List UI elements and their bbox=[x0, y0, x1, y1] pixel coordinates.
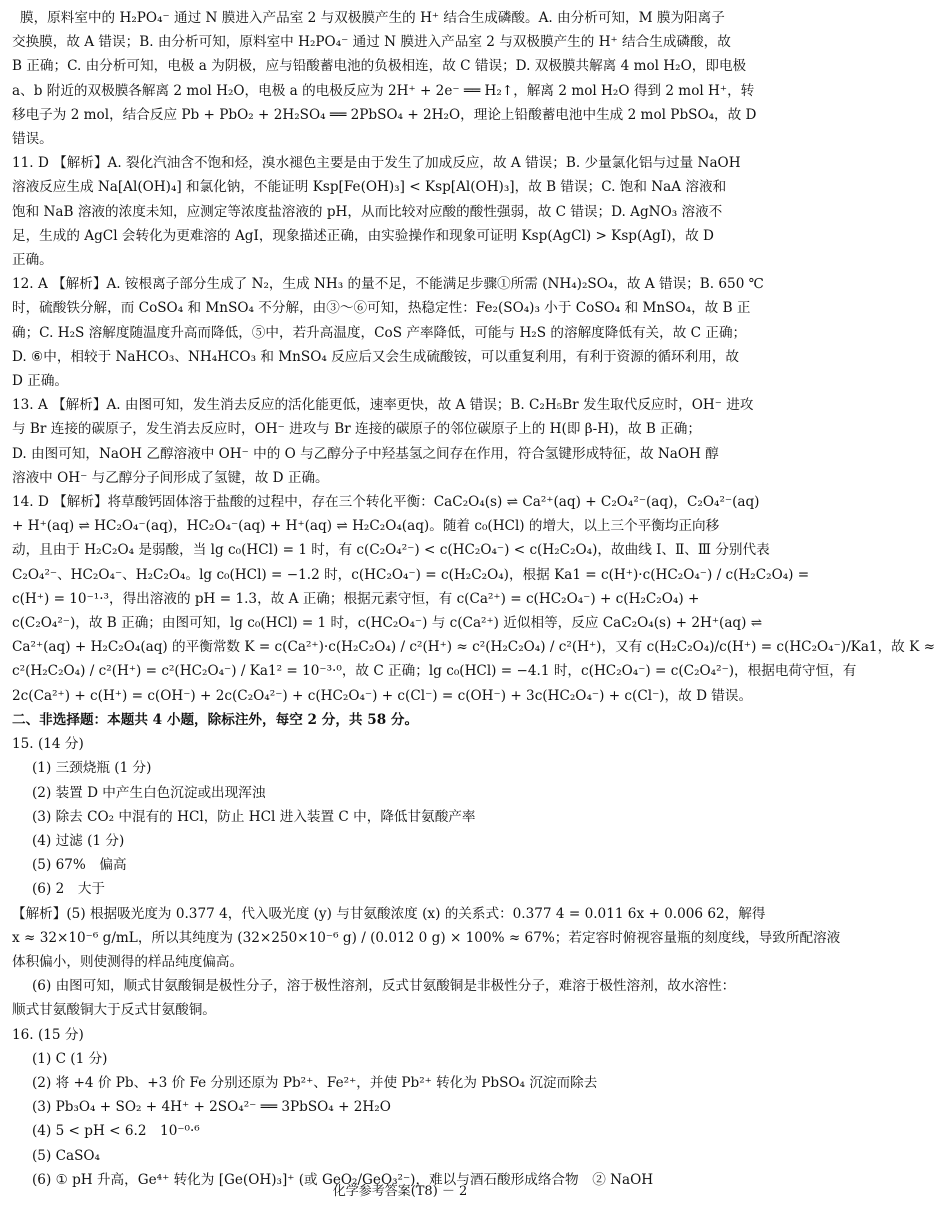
text-line: 足，生成的 AgCl 会转化为更难溶的 AgI，现象描述正确，由实验操作和现象可证明 Ksp(AgCl) > Ksp(AgI)，故 D bbox=[12, 227, 714, 244]
text-line: (6) 由图可知，顺式甘氨酸铜是极性分子，溶于极性溶剂，反式甘氨酸铜是非极性分子，难溶于极性溶剂，故水溶性： bbox=[32, 978, 736, 995]
answer-item: (1) 三颈烧瓶 (1 分) bbox=[32, 760, 152, 777]
answer-item: (2) 装置 D 中产生白色沉淀或出现浑浊 bbox=[32, 784, 266, 801]
text-line: 正确。 bbox=[12, 252, 53, 269]
answer-item: (5) CaSO₄ bbox=[32, 1147, 100, 1164]
question-15: 15. (14 分) bbox=[12, 736, 84, 753]
question-11: 11. D 【解析】A. 裂化汽油含不饱和烃，溴水褪色主要是由于发生了加成反应，故 A 错误；B. 少量氯化铝与过量 NaOH bbox=[12, 155, 741, 172]
text-line: 错误。 bbox=[12, 131, 53, 148]
text-line: 时，硫酸铁分解，而 CoSO₄ 和 MnSO₄ 不分解，由③～⑥可知，热稳定性：Fe₂(SO₄)₃ 小于 CoSO₄ 和 MnSO₄，故 B 正 bbox=[12, 300, 751, 317]
text-line: 与 Br 连接的碳原子，发生消去反应时，OH⁻ 进攻与 Br 连接的碳原子的邻位碳原子上的 H(即 β-H)，故 B 正确； bbox=[12, 421, 701, 438]
text-line: c²(H₂C₂O₄) / c²(H⁺) = c²(HC₂O₄⁻) / Ka1² = 10⁻³·⁰，故 C 正确；lg c₀(HCl) = −4.1 时，c(HC₂O₄⁻) = c(C₂O₄²⁻)，根据电荷守恒，有 bbox=[12, 663, 857, 680]
text-line: x ≈ 32×10⁻⁶ g/mL，所以其纯度为 (32×250×10⁻⁶ g) / (0.012 0 g) × 100% ≈ 67%；若定容时俯视容量瓶的刻度线，导致所配溶液 bbox=[12, 929, 841, 946]
text-line: + H⁺(aq) ⇌ HC₂O₄⁻(aq)，HC₂O₄⁻(aq) + H⁺(aq) ⇌ H₂C₂O₄(aq)。随着 c₀(HCl) 的增大，以上三个平衡均正向移 bbox=[12, 518, 720, 535]
text-line: 溶液反应生成 Na[Al(OH)₄] 和氯化钠，不能证明 Ksp[Fe(OH)₃] < Ksp[Al(OH)₃]，故 B 错误；C. 饱和 NaA 溶液和 bbox=[12, 179, 727, 196]
text-line: c(H⁺) = 10⁻¹·³，得出溶液的 pH = 1.3，故 A 正确；根据元素守恒，有 c(Ca²⁺) = c(HC₂O₄⁻) + c(H₂C₂O₄) + bbox=[12, 590, 700, 607]
text-line: C₂O₄²⁻、HC₂O₄⁻、H₂C₂O₄。lg c₀(HCl) = −1.2 时，c(HC₂O₄⁻) = c(H₂C₂O₄)，根据 Ka1 = c(H⁺)·c(HC₂O₄⁻) / c(H₂C₂O₄) = bbox=[12, 566, 810, 583]
section-heading: 二、非选择题：本题共 4 小题，除标注外，每空 2 分，共 58 分。 bbox=[12, 711, 419, 728]
question-16: 16. (15 分) bbox=[12, 1026, 84, 1043]
text-line: 移电子为 2 mol，结合反应 Pb + PbO₂ + 2H₂SO₄ ══ 2PbSO₄ + 2H₂O，理论上铅酸蓄电池中生成 2 mol PbSO₄，故 D bbox=[12, 106, 757, 123]
answer-item: (5) 67% 偏高 bbox=[32, 857, 127, 874]
text-line: 交换膜，故 A 错误；B. 由分析可知，原料室中 H₂PO₄⁻ 通过 N 膜进入产品室 2 与双极膜产生的 H⁺ 结合生成磷酸，故 bbox=[12, 34, 731, 51]
answer-item: (4) 5 < pH < 6.2 10⁻⁰·⁶ bbox=[32, 1123, 200, 1140]
text-line: Ca²⁺(aq) + H₂C₂O₄(aq) 的平衡常数 K = c(Ca²⁺)·c(H₂C₂O₄) / c²(H⁺) ≈ c²(H₂C₂O₄) / c²(H⁺)，又有 c(H₂C₂O₄)/c(H⁺) = c(HC₂O₄⁻)/Ka1，故 K ≈ bbox=[12, 639, 935, 656]
text-line: a、b 附近的双极膜各解离 2 mol H₂O，电极 a 的电极反应为 2H⁺ + 2e⁻ ══ H₂↑，解离 2 mol H₂O 得到 2 mol H⁺，转 bbox=[12, 82, 755, 99]
text-line: 膜，原料室中的 H₂PO₄⁻ 通过 N 膜进入产品室 2 与双极膜产生的 H⁺ 结合生成磷酸。A. 由分析可知，M 膜为阳离子 bbox=[20, 10, 725, 26]
answer-item: (3) Pb₃O₄ + SO₂ + 4H⁺ + 2SO₄²⁻ ══ 3PbSO₄ + 2H₂O bbox=[32, 1099, 391, 1116]
text-line: 确；C. H₂S 溶解度随温度升高而降低，⑤中，若升高温度，CoS 产率降低，可能与 H₂S 的溶解度降低有关，故 C 正确； bbox=[12, 324, 747, 341]
answer-item: (6) 2 大于 bbox=[32, 881, 106, 898]
text-line: 顺式甘氨酸铜大于反式甘氨酸铜。 bbox=[12, 1002, 216, 1019]
answer-page bbox=[12, 6, 935, 1192]
answer-item: (3) 除去 CO₂ 中混有的 HCl，防止 HCl 进入装置 C 中，降低甘氨酸产率 bbox=[32, 808, 476, 825]
text-line: D. 由图可知，NaOH 乙醇溶液中 OH⁻ 中的 O 与乙醇分子中羟基氢之间存在作用，符合氢键形成特征，故 NaOH 醇 bbox=[12, 445, 719, 462]
text-line: D 正确。 bbox=[12, 373, 69, 390]
text-line: B 正确；C. 由分析可知，电极 a 为阴极，应与铅酸蓄电池的负极相连，故 C 错误；D. 双极膜共解离 4 mol H₂O，即电极 bbox=[12, 58, 747, 75]
answer-item: (4) 过滤 (1 分) bbox=[32, 832, 125, 849]
text-line: D. ⑥中，相较于 NaHCO₃、NH₄HCO₃ 和 MnSO₄ 反应后又会生成硫酸铵，可以重复利用，有利于资源的循环利用，故 bbox=[12, 348, 739, 365]
question-12: 12. A 【解析】A. 铵根离子部分生成了 N₂，生成 NH₃ 的量不足，不能满足步骤①所需 (NH₄)₂SO₄，故 A 错误；B. 650 ℃ bbox=[12, 276, 764, 293]
page-footer: 化学参考答案(T8) － 2 bbox=[332, 1184, 468, 1199]
text-line: 动，且由于 H₂C₂O₄ 是弱酸，当 lg c₀(HCl) = 1 时，有 c(C₂O₄²⁻) < c(HC₂O₄⁻) < c(H₂C₂O₄)，故曲线 Ⅰ、Ⅱ、Ⅲ 分别代表 bbox=[12, 542, 770, 559]
text-line: 体积偏小，则使测得的样品纯度偏高。 bbox=[12, 953, 244, 970]
answer-item: (2) 将 +4 价 Pb、+3 价 Fe 分别还原为 Pb²⁺、Fe²⁺，并使 Pb²⁺ 转化为 PbSO₄ 沉淀而除去 bbox=[32, 1074, 598, 1091]
analysis-line: 【解析】(5) 根据吸光度为 0.377 4，代入吸光度 (y) 与甘氨酸浓度 (x) 的关系式：0.377 4 = 0.011 6x + 0.006 62，解得 bbox=[12, 905, 766, 922]
answer-item: (1) C (1 分) bbox=[32, 1050, 108, 1067]
text-line: c(C₂O₄²⁻)，故 B 正确；由图可知，lg c₀(HCl) = 1 时，c(HC₂O₄⁻) 与 c(Ca²⁺) 近似相等，反应 CaC₂O₄(s) + 2H⁺(aq) ⇌ bbox=[12, 615, 763, 632]
question-14: 14. D 【解析】将草酸钙固体溶于盐酸的过程中，存在三个转化平衡：CaC₂O₄(s) ⇌ Ca²⁺(aq) + C₂O₄²⁻(aq)，C₂O₄²⁻(aq) bbox=[12, 494, 760, 511]
text-line: 溶液中 OH⁻ 与乙醇分子间形成了氢键，故 D 正确。 bbox=[12, 469, 329, 486]
text-line: 饱和 NaB 溶液的浓度未知，应测定等浓度盐溶液的 pH，从而比较对应酸的酸性强弱，故 C 错误；D. AgNO₃ 溶液不 bbox=[12, 203, 723, 220]
text-line: 2c(Ca²⁺) + c(H⁺) = c(OH⁻) + 2c(C₂O₄²⁻) + c(HC₂O₄⁻) + c(Cl⁻) = c(OH⁻) + 3c(HC₂O₄⁻) + c(Cl⁻)，故 D 错误。 bbox=[12, 687, 753, 704]
answer-item: (6) ① pH 升高，Ge⁴⁺ 转化为 [Ge(OH)₃]⁺ (或 GeO₂/GeO₃²⁻)，难以与酒石酸形成络合物 ② NaOH bbox=[32, 1171, 654, 1188]
question-13: 13. A 【解析】A. 由图可知，发生消去反应的活化能更低，速率更快，故 A 错误；B. C₂H₅Br 发生取代反应时，OH⁻ 进攻 bbox=[12, 397, 754, 414]
